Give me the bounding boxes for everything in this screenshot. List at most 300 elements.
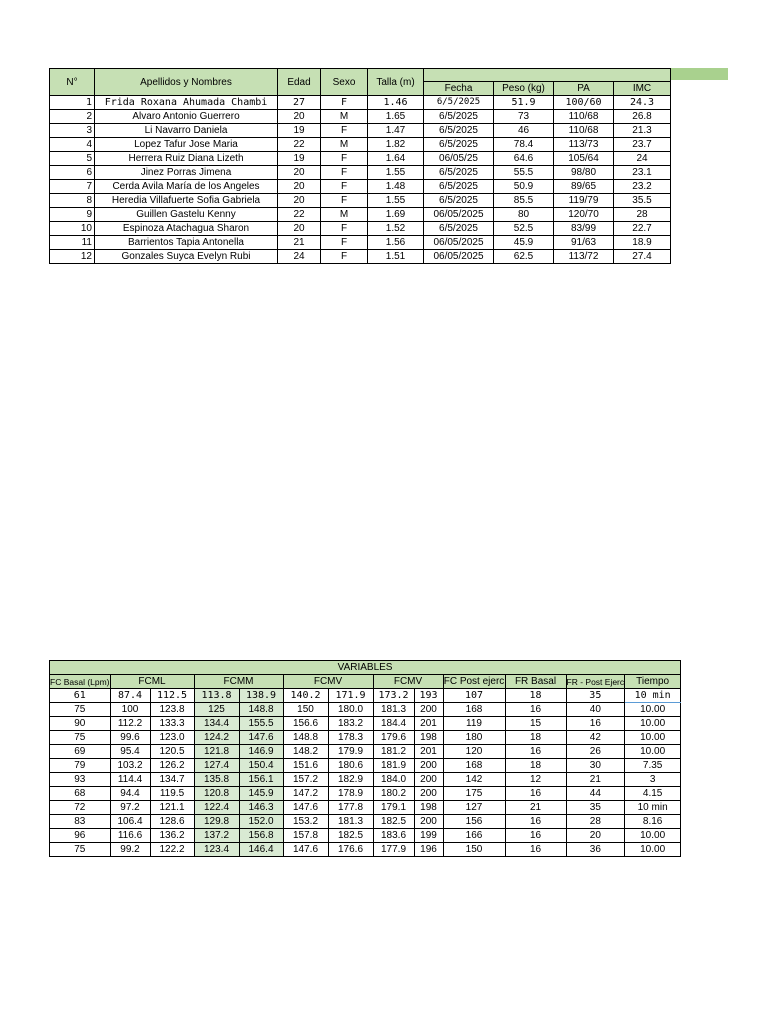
col-header-fcmv-1: FCMV	[283, 675, 373, 689]
variables-cell: 10.00	[625, 745, 681, 759]
variables-cell: 44	[566, 787, 625, 801]
patient-cell: 35.5	[614, 194, 671, 208]
patient-cell: 6/5/2025	[424, 96, 494, 110]
variables-cell: 20	[566, 829, 625, 843]
patient-cell: 51.9	[494, 96, 554, 110]
patient-cell: 1.65	[368, 110, 424, 124]
patient-cell: 1.82	[368, 138, 424, 152]
variables-cell: 198	[414, 731, 443, 745]
patient-cell: F	[321, 222, 368, 236]
variables-cell: 146.9	[239, 745, 283, 759]
patient-row	[50, 124, 671, 138]
variables-cell: 140.2	[283, 689, 328, 703]
patient-cell: 6/5/2025	[424, 110, 494, 124]
variables-cell: 103.2	[110, 759, 150, 773]
variables-cell: 196	[414, 843, 443, 857]
patient-cell: 85.5	[494, 194, 554, 208]
patient-cell: 1.55	[368, 166, 424, 180]
variables-cell: 173.2	[373, 689, 414, 703]
patient-cell: 80	[494, 208, 554, 222]
patient-cell: 21	[278, 236, 321, 250]
patient-cell: 52.5	[494, 222, 554, 236]
variables-cell: 10.00	[625, 717, 681, 731]
patient-cell: 1.55	[368, 194, 424, 208]
variables-cell: 182.5	[373, 815, 414, 829]
variables-title-row	[50, 661, 681, 675]
patient-cell: Heredia Villafuerte Sofia Gabriela	[95, 194, 278, 208]
patient-cell: M	[321, 110, 368, 124]
patient-cell: Guillen Gastelu Kenny	[95, 208, 278, 222]
variables-cell: 21	[566, 773, 625, 787]
variables-cell: 16	[505, 787, 566, 801]
patient-cell: 20	[278, 222, 321, 236]
variables-cell: 146.4	[239, 843, 283, 857]
variables-cell: 200	[414, 787, 443, 801]
variables-cell: 18	[505, 731, 566, 745]
col-header-time: Tiempo	[625, 675, 681, 689]
variables-cell: 72	[50, 801, 111, 815]
variables-cell: 137.2	[194, 829, 239, 843]
patient-cell: 18.9	[614, 236, 671, 250]
patient-cell: 6/5/2025	[424, 180, 494, 194]
patients-body	[50, 96, 671, 264]
variables-cell: 182.5	[328, 829, 373, 843]
variables-cell: 127.4	[194, 759, 239, 773]
variables-cell: 199	[414, 829, 443, 843]
variables-cell: 99.6	[110, 731, 150, 745]
patient-row	[50, 250, 671, 264]
variables-cell: 151.6	[283, 759, 328, 773]
variables-cell: 180.6	[328, 759, 373, 773]
patient-cell: 3	[50, 124, 95, 138]
variables-cell: 8.16	[625, 815, 681, 829]
variables-cell: 133.3	[150, 717, 194, 731]
variables-cell: 10 min	[625, 801, 681, 815]
col-header-fcml: FCML	[110, 675, 194, 689]
patient-cell: Lopez Tafur Jose Maria	[95, 138, 278, 152]
variables-cell: 30	[566, 759, 625, 773]
variables-cell: 176.6	[328, 843, 373, 857]
variables-cell: 201	[414, 717, 443, 731]
variables-cell: 87.4	[110, 689, 150, 703]
patient-cell: 1.52	[368, 222, 424, 236]
patient-cell: 27.4	[614, 250, 671, 264]
variables-cell: 123.8	[150, 703, 194, 717]
patient-cell: 24	[278, 250, 321, 264]
patient-cell: 28	[614, 208, 671, 222]
patient-cell: 20	[278, 110, 321, 124]
patient-cell: 2	[50, 110, 95, 124]
patient-row	[50, 96, 671, 110]
patient-cell: 1.47	[368, 124, 424, 138]
variables-cell: 94.4	[110, 787, 150, 801]
patient-cell: 113/73	[554, 138, 614, 152]
col-header-weight: Peso (kg)	[494, 82, 554, 96]
variables-cell: 184.4	[373, 717, 414, 731]
variables-row	[50, 731, 681, 745]
col-header-group-blank	[424, 69, 671, 82]
patient-cell: F	[321, 124, 368, 138]
col-header-fc-basal: FC Basal (Lpm)	[50, 676, 110, 687]
variables-cell: 179.1	[373, 801, 414, 815]
patient-row	[50, 194, 671, 208]
patient-cell: Frida Roxana Ahumada Chambi	[95, 96, 278, 110]
patient-cell: M	[321, 208, 368, 222]
variables-cell: 69	[50, 745, 111, 759]
variables-cell: 75	[50, 843, 111, 857]
header-stripe	[670, 68, 728, 80]
patient-cell: 6/5/2025	[424, 138, 494, 152]
variables-cell: 200	[414, 759, 443, 773]
variables-cell: 124.2	[194, 731, 239, 745]
variables-cell: 112.2	[110, 717, 150, 731]
variables-cell: 114.4	[110, 773, 150, 787]
variables-body	[50, 689, 681, 857]
patient-cell: 1.48	[368, 180, 424, 194]
variables-cell: 10.00	[625, 703, 681, 717]
variables-cell: 121.1	[150, 801, 194, 815]
variables-cell: 42	[566, 731, 625, 745]
patient-cell: 06/05/25	[424, 152, 494, 166]
patient-cell: 62.5	[494, 250, 554, 264]
patient-row	[50, 208, 671, 222]
variables-cell: 157.2	[283, 773, 328, 787]
variables-cell: 148.8	[239, 703, 283, 717]
patient-row	[50, 138, 671, 152]
patient-cell: 78.4	[494, 138, 554, 152]
variables-cell: 121.8	[194, 745, 239, 759]
patient-row	[50, 180, 671, 194]
variables-cell: 150	[443, 843, 505, 857]
variables-cell: 156.8	[239, 829, 283, 843]
variables-cell: 96	[50, 829, 111, 843]
patient-cell: Jinez Porras Jimena	[95, 166, 278, 180]
patient-cell: Espinoza Atachagua Sharon	[95, 222, 278, 236]
variables-cell: 3	[625, 773, 681, 787]
col-header-fcmm: FCMM	[194, 675, 283, 689]
variables-cell: 10.00	[625, 829, 681, 843]
variables-cell: 201	[414, 745, 443, 759]
variables-row	[50, 787, 681, 801]
patient-cell: 6/5/2025	[424, 166, 494, 180]
variables-cell: 7.35	[625, 759, 681, 773]
patient-cell: Li Navarro Daniela	[95, 124, 278, 138]
patient-cell: F	[321, 96, 368, 110]
variables-row	[50, 703, 681, 717]
variables-row	[50, 689, 681, 703]
variables-cell: 120.5	[150, 745, 194, 759]
variables-cell: 21	[505, 801, 566, 815]
variables-cell: 100	[110, 703, 150, 717]
patient-cell: 24.3	[614, 96, 671, 110]
patient-cell: 9	[50, 208, 95, 222]
variables-cell: 68	[50, 787, 111, 801]
variables-cell: 40	[566, 703, 625, 717]
patient-cell: M	[321, 138, 368, 152]
patient-cell: 10	[50, 222, 95, 236]
variables-cell: 156.1	[239, 773, 283, 787]
variables-cell: 106.4	[110, 815, 150, 829]
variables-cell: 168	[443, 703, 505, 717]
variables-title: VARIABLES	[50, 661, 681, 675]
variables-cell: 180.2	[373, 787, 414, 801]
patient-cell: F	[321, 194, 368, 208]
variables-cell: 171.9	[328, 689, 373, 703]
col-header-fc-post: FC Post ejerc	[443, 676, 505, 687]
variables-cell: 35	[566, 689, 625, 703]
patient-cell: 22	[278, 138, 321, 152]
variables-cell: 16	[566, 717, 625, 731]
variables-cell: 75	[50, 703, 111, 717]
variables-cell: 107	[443, 689, 505, 703]
variables-cell: 119	[443, 717, 505, 731]
variables-cell: 198	[414, 801, 443, 815]
variables-cell: 12	[505, 773, 566, 787]
patient-cell: 110/68	[554, 124, 614, 138]
variables-cell: 182.9	[328, 773, 373, 787]
col-header-fcmv-2: FCMV	[373, 675, 443, 689]
variables-table	[49, 660, 681, 857]
patient-cell: 6/5/2025	[424, 194, 494, 208]
patient-cell: F	[321, 236, 368, 250]
variables-cell: 200	[414, 703, 443, 717]
variables-cell: 157.8	[283, 829, 328, 843]
variables-cell: 10 min	[625, 689, 681, 703]
patient-cell: Gonzales Suyca Evelyn Rubi	[95, 250, 278, 264]
variables-row	[50, 829, 681, 843]
variables-cell: 83	[50, 815, 111, 829]
patient-cell: 1.64	[368, 152, 424, 166]
patient-cell: 6/5/2025	[424, 222, 494, 236]
variables-cell: 178.3	[328, 731, 373, 745]
variables-cell: 145.9	[239, 787, 283, 801]
patient-cell: 22.7	[614, 222, 671, 236]
patient-cell: 73	[494, 110, 554, 124]
patient-cell: 110/68	[554, 110, 614, 124]
col-header-bmi: IMC	[614, 82, 671, 96]
variables-cell: 122.2	[150, 843, 194, 857]
variables-cell: 10.00	[625, 731, 681, 745]
patient-cell: 23.2	[614, 180, 671, 194]
patient-cell: 55.5	[494, 166, 554, 180]
variables-cell: 119.5	[150, 787, 194, 801]
variables-cell: 136.2	[150, 829, 194, 843]
patient-cell: 1.69	[368, 208, 424, 222]
patient-row	[50, 110, 671, 124]
variables-row	[50, 843, 681, 857]
variables-cell: 120	[443, 745, 505, 759]
patient-cell: 1.51	[368, 250, 424, 264]
patient-cell: 64.6	[494, 152, 554, 166]
patient-cell: 1.46	[368, 96, 424, 110]
variables-cell: 181.2	[373, 745, 414, 759]
patient-cell: 100/60	[554, 96, 614, 110]
variables-cell: 166	[443, 829, 505, 843]
variables-cell: 177.9	[373, 843, 414, 857]
variables-cell: 156	[443, 815, 505, 829]
patient-cell: 06/05/2025	[424, 250, 494, 264]
variables-cell: 16	[505, 843, 566, 857]
variables-cell: 35	[566, 801, 625, 815]
col-header-fr-post: FR - Post Ejerc	[566, 676, 625, 687]
variables-cell: 181.9	[373, 759, 414, 773]
variables-cell: 146.3	[239, 801, 283, 815]
col-header-height: Talla (m)	[368, 69, 424, 96]
variables-cell: 168	[443, 759, 505, 773]
variables-cell: 175	[443, 787, 505, 801]
variables-cell: 150	[283, 703, 328, 717]
variables-row	[50, 815, 681, 829]
patient-cell: 23.7	[614, 138, 671, 152]
patients-header-row	[50, 69, 671, 82]
variables-cell: 147.6	[283, 801, 328, 815]
variables-row	[50, 717, 681, 731]
variables-cell: 153.2	[283, 815, 328, 829]
patient-cell: Herrera Ruiz Diana Lizeth	[95, 152, 278, 166]
patient-cell: 21.3	[614, 124, 671, 138]
patient-cell: 7	[50, 180, 95, 194]
patient-row	[50, 152, 671, 166]
patient-cell: 1.56	[368, 236, 424, 250]
variables-cell: 147.2	[283, 787, 328, 801]
variables-cell: 10.00	[625, 843, 681, 857]
patient-cell: Cerda Avila María de los Angeles	[95, 180, 278, 194]
variables-cell: 99.2	[110, 843, 150, 857]
patient-cell: 27	[278, 96, 321, 110]
patient-cell: 120/70	[554, 208, 614, 222]
variables-cell: 150.4	[239, 759, 283, 773]
patient-cell: F	[321, 166, 368, 180]
variables-cell: 183.6	[373, 829, 414, 843]
patient-cell: 119/79	[554, 194, 614, 208]
patient-cell: Alvaro Antonio Guerrero	[95, 110, 278, 124]
patient-cell: F	[321, 152, 368, 166]
patients-table	[49, 68, 671, 264]
variables-cell: 93	[50, 773, 111, 787]
patient-cell: 45.9	[494, 236, 554, 250]
patient-cell: 6	[50, 166, 95, 180]
patient-cell: 06/05/2025	[424, 236, 494, 250]
variables-cell: 79	[50, 759, 111, 773]
variables-cell: 128.6	[150, 815, 194, 829]
patient-row	[50, 222, 671, 236]
variables-cell: 26	[566, 745, 625, 759]
variables-cell: 181.3	[328, 815, 373, 829]
variables-cell: 16	[505, 815, 566, 829]
patient-cell: 89/65	[554, 180, 614, 194]
patient-cell: 1	[50, 96, 95, 110]
variables-cell: 125	[194, 703, 239, 717]
variables-cell: 200	[414, 773, 443, 787]
variables-cell: 28	[566, 815, 625, 829]
variables-cell: 4.15	[625, 787, 681, 801]
variables-cell: 142	[443, 773, 505, 787]
variables-row	[50, 745, 681, 759]
variables-cell: 129.8	[194, 815, 239, 829]
patient-cell: 24	[614, 152, 671, 166]
patient-cell: 50.9	[494, 180, 554, 194]
variables-cell: 134.7	[150, 773, 194, 787]
patient-cell: 11	[50, 236, 95, 250]
col-header-fr-basal: FR Basal	[505, 675, 566, 689]
variables-cell: 180	[443, 731, 505, 745]
variables-row	[50, 773, 681, 787]
variables-cell: 126.2	[150, 759, 194, 773]
variables-cell: 135.8	[194, 773, 239, 787]
variables-cell: 147.6	[239, 731, 283, 745]
col-header-sex: Sexo	[321, 69, 368, 96]
patient-cell: 91/63	[554, 236, 614, 250]
variables-cell: 16	[505, 703, 566, 717]
variables-cell: 75	[50, 731, 111, 745]
variables-cell: 148.8	[283, 731, 328, 745]
patient-cell: 83/99	[554, 222, 614, 236]
variables-cell: 16	[505, 829, 566, 843]
variables-cell: 36	[566, 843, 625, 857]
patient-cell: 19	[278, 124, 321, 138]
variables-cell: 97.2	[110, 801, 150, 815]
patient-cell: 06/05/2025	[424, 208, 494, 222]
patient-cell: 23.1	[614, 166, 671, 180]
patient-cell: 12	[50, 250, 95, 264]
variables-cell: 134.4	[194, 717, 239, 731]
variables-cell: 138.9	[239, 689, 283, 703]
variables-cell: 113.8	[194, 689, 239, 703]
variables-cell: 156.6	[283, 717, 328, 731]
patient-cell: 46	[494, 124, 554, 138]
variables-row	[50, 801, 681, 815]
variables-cell: 122.4	[194, 801, 239, 815]
variables-cell: 116.6	[110, 829, 150, 843]
variables-cell: 16	[505, 745, 566, 759]
patient-row	[50, 236, 671, 250]
patient-cell: 20	[278, 180, 321, 194]
variables-cell: 18	[505, 759, 566, 773]
patient-cell: 6/5/2025	[424, 124, 494, 138]
variables-cell: 18	[505, 689, 566, 703]
col-header-date: Fecha	[424, 82, 494, 96]
patient-cell: 22	[278, 208, 321, 222]
col-header-age: Edad	[278, 69, 321, 96]
variables-cell: 179.6	[373, 731, 414, 745]
variables-cell: 112.5	[150, 689, 194, 703]
variables-cell: 181.3	[373, 703, 414, 717]
variables-cell: 177.8	[328, 801, 373, 815]
patient-cell: 4	[50, 138, 95, 152]
variables-cell: 15	[505, 717, 566, 731]
variables-cell: 120.8	[194, 787, 239, 801]
patient-cell: F	[321, 250, 368, 264]
variables-cell: 155.5	[239, 717, 283, 731]
variables-cell: 193	[414, 689, 443, 703]
col-header-names: Apellidos y Nombres	[95, 69, 278, 96]
variables-cell: 123.0	[150, 731, 194, 745]
variables-cell: 183.2	[328, 717, 373, 731]
variables-cell: 147.6	[283, 843, 328, 857]
variables-cell: 95.4	[110, 745, 150, 759]
variables-cell: 200	[414, 815, 443, 829]
patient-cell: F	[321, 180, 368, 194]
patient-cell: 20	[278, 166, 321, 180]
patient-cell: 20	[278, 194, 321, 208]
col-header-num: N°	[50, 69, 95, 96]
variables-cell: 61	[50, 689, 111, 703]
variables-header-row	[50, 675, 681, 689]
patient-cell: 98/80	[554, 166, 614, 180]
patient-cell: 19	[278, 152, 321, 166]
patient-cell: 26.8	[614, 110, 671, 124]
col-header-bp: PA	[554, 82, 614, 96]
